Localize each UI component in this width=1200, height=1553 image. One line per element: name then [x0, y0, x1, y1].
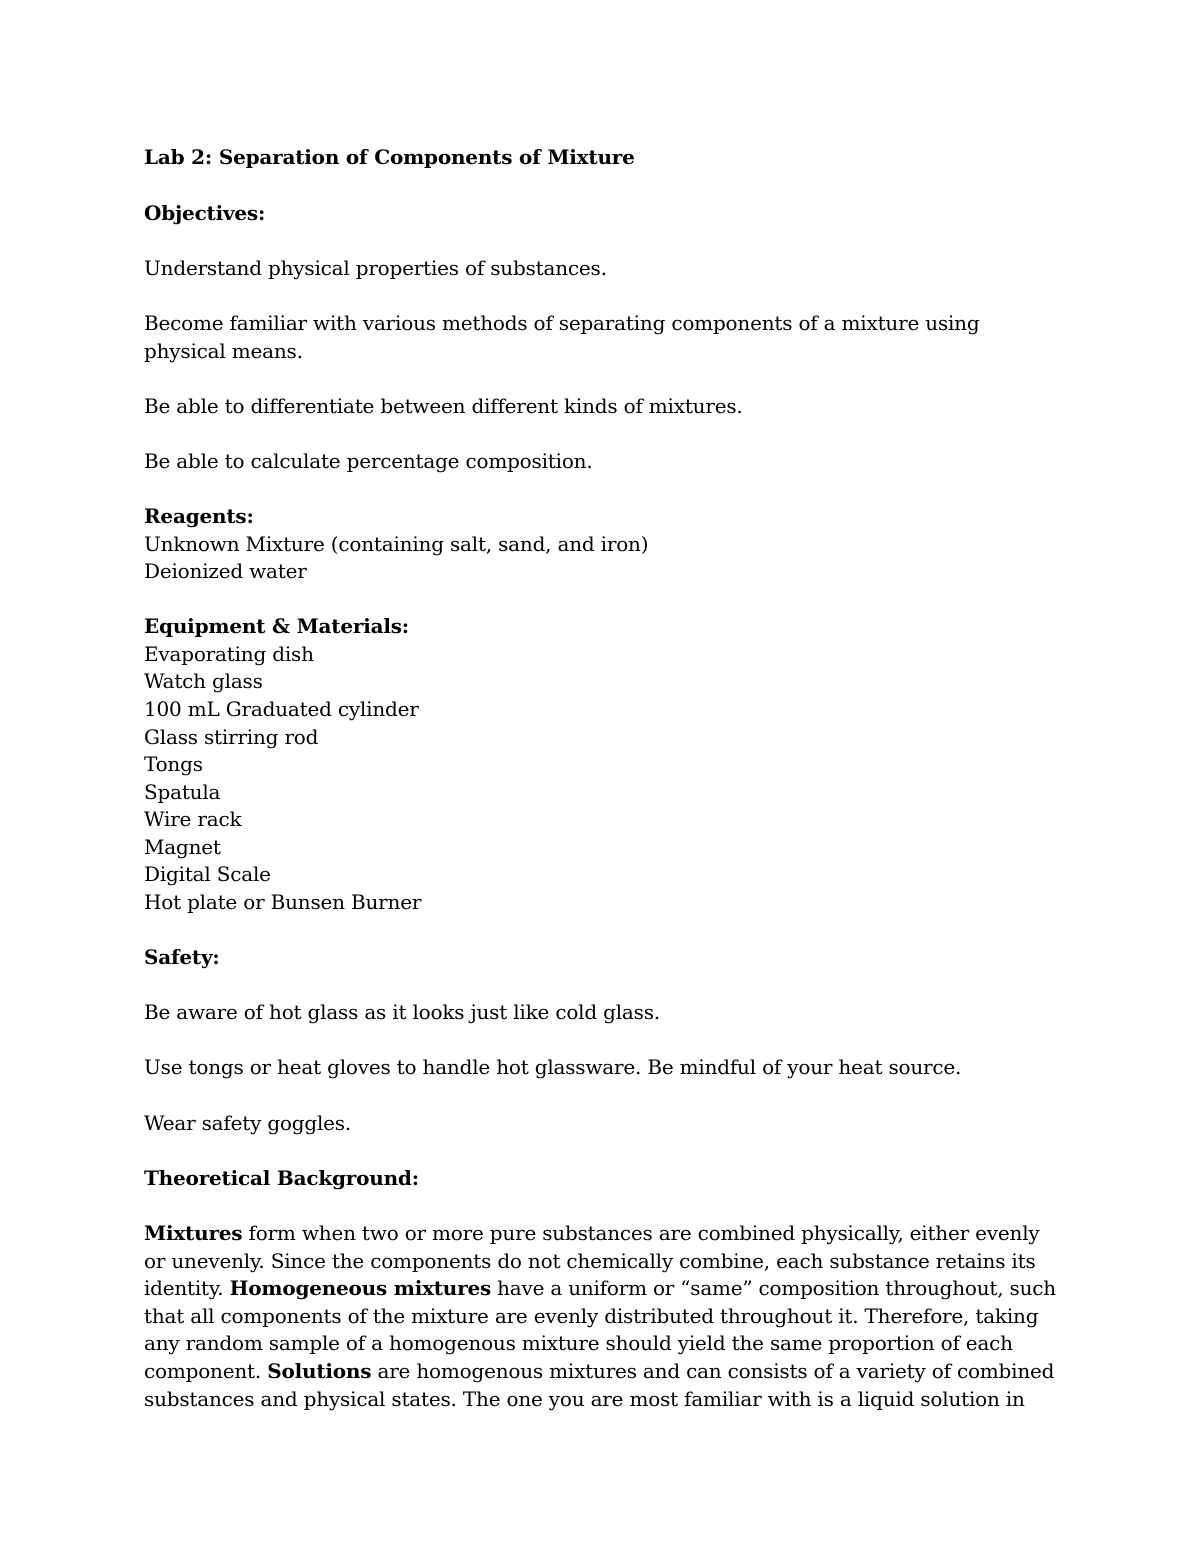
background-paragraph-line: substances and physical states. The one you are most familiar with is a liquid solution in	[144, 1387, 1025, 1411]
background-text: identity.	[144, 1276, 230, 1300]
safety-heading: Safety:	[144, 945, 220, 969]
safety-item: Use tongs or heat gloves to handle hot glassware. Be mindful of your heat source.	[144, 1055, 962, 1079]
reagent-item: Deionized water	[144, 559, 307, 583]
reagents-heading: Reagents:	[144, 504, 254, 528]
term-mixtures: Mixtures	[144, 1221, 243, 1245]
equipment-item: Magnet	[144, 835, 221, 859]
equipment-item: Spatula	[144, 780, 221, 804]
objective-item: Be able to differentiate between different kinds of mixtures.	[144, 394, 743, 418]
equipment-heading: Equipment & Materials:	[144, 614, 409, 638]
reagent-item: Unknown Mixture (containing salt, sand, and iron)	[144, 532, 649, 556]
equipment-item: Evaporating dish	[144, 642, 314, 666]
equipment-item: Tongs	[144, 752, 203, 776]
background-paragraph-line	[144, 1274, 1056, 1302]
background-paragraph-line	[144, 1219, 1040, 1247]
equipment-item: Hot plate or Bunsen Burner	[144, 890, 422, 914]
background-text: have a uniform or “same” composition throughout, such	[491, 1276, 1056, 1300]
safety-item: Wear safety goggles.	[144, 1111, 352, 1135]
background-paragraph-line: any random sample of a homogenous mixture should yield the same proportion of each	[144, 1331, 1013, 1355]
background-paragraph-line: that all components of the mixture are evenly distributed throughout it. Therefore, taking	[144, 1304, 1039, 1328]
background-text: are homogenous mixtures and can consists of a variety of combined	[371, 1359, 1055, 1383]
page-title: Lab 2: Separation of Components of Mixture	[144, 145, 635, 169]
background-heading: Theoretical Background:	[144, 1166, 419, 1190]
safety-item: Be aware of hot glass as it looks just like cold glass.	[144, 1000, 660, 1024]
objective-item-continued: physical means.	[144, 339, 303, 363]
equipment-item: Digital Scale	[144, 862, 271, 886]
objectives-heading: Objectives:	[144, 201, 266, 225]
objective-item: Become familiar with various methods of separating components of a mixture using	[144, 311, 980, 335]
objective-item: Be able to calculate percentage composition.	[144, 449, 593, 473]
equipment-item: Watch glass	[144, 669, 263, 693]
background-text: form when two or more pure substances are combined physically, either evenly	[242, 1221, 1040, 1245]
objective-item: Understand physical properties of substances.	[144, 256, 607, 280]
equipment-item: 100 mL Graduated cylinder	[144, 697, 419, 721]
term-homogeneous-mixtures: Homogeneous mixtures	[229, 1276, 491, 1300]
term-solutions: Solutions	[267, 1359, 372, 1383]
background-paragraph-line	[144, 1357, 1054, 1385]
equipment-item: Glass stirring rod	[144, 725, 319, 749]
equipment-item: Wire rack	[144, 807, 242, 831]
background-paragraph-line: or unevenly. Since the components do not chemically combine, each substance retains its	[144, 1249, 1036, 1273]
background-text: component.	[144, 1359, 268, 1383]
